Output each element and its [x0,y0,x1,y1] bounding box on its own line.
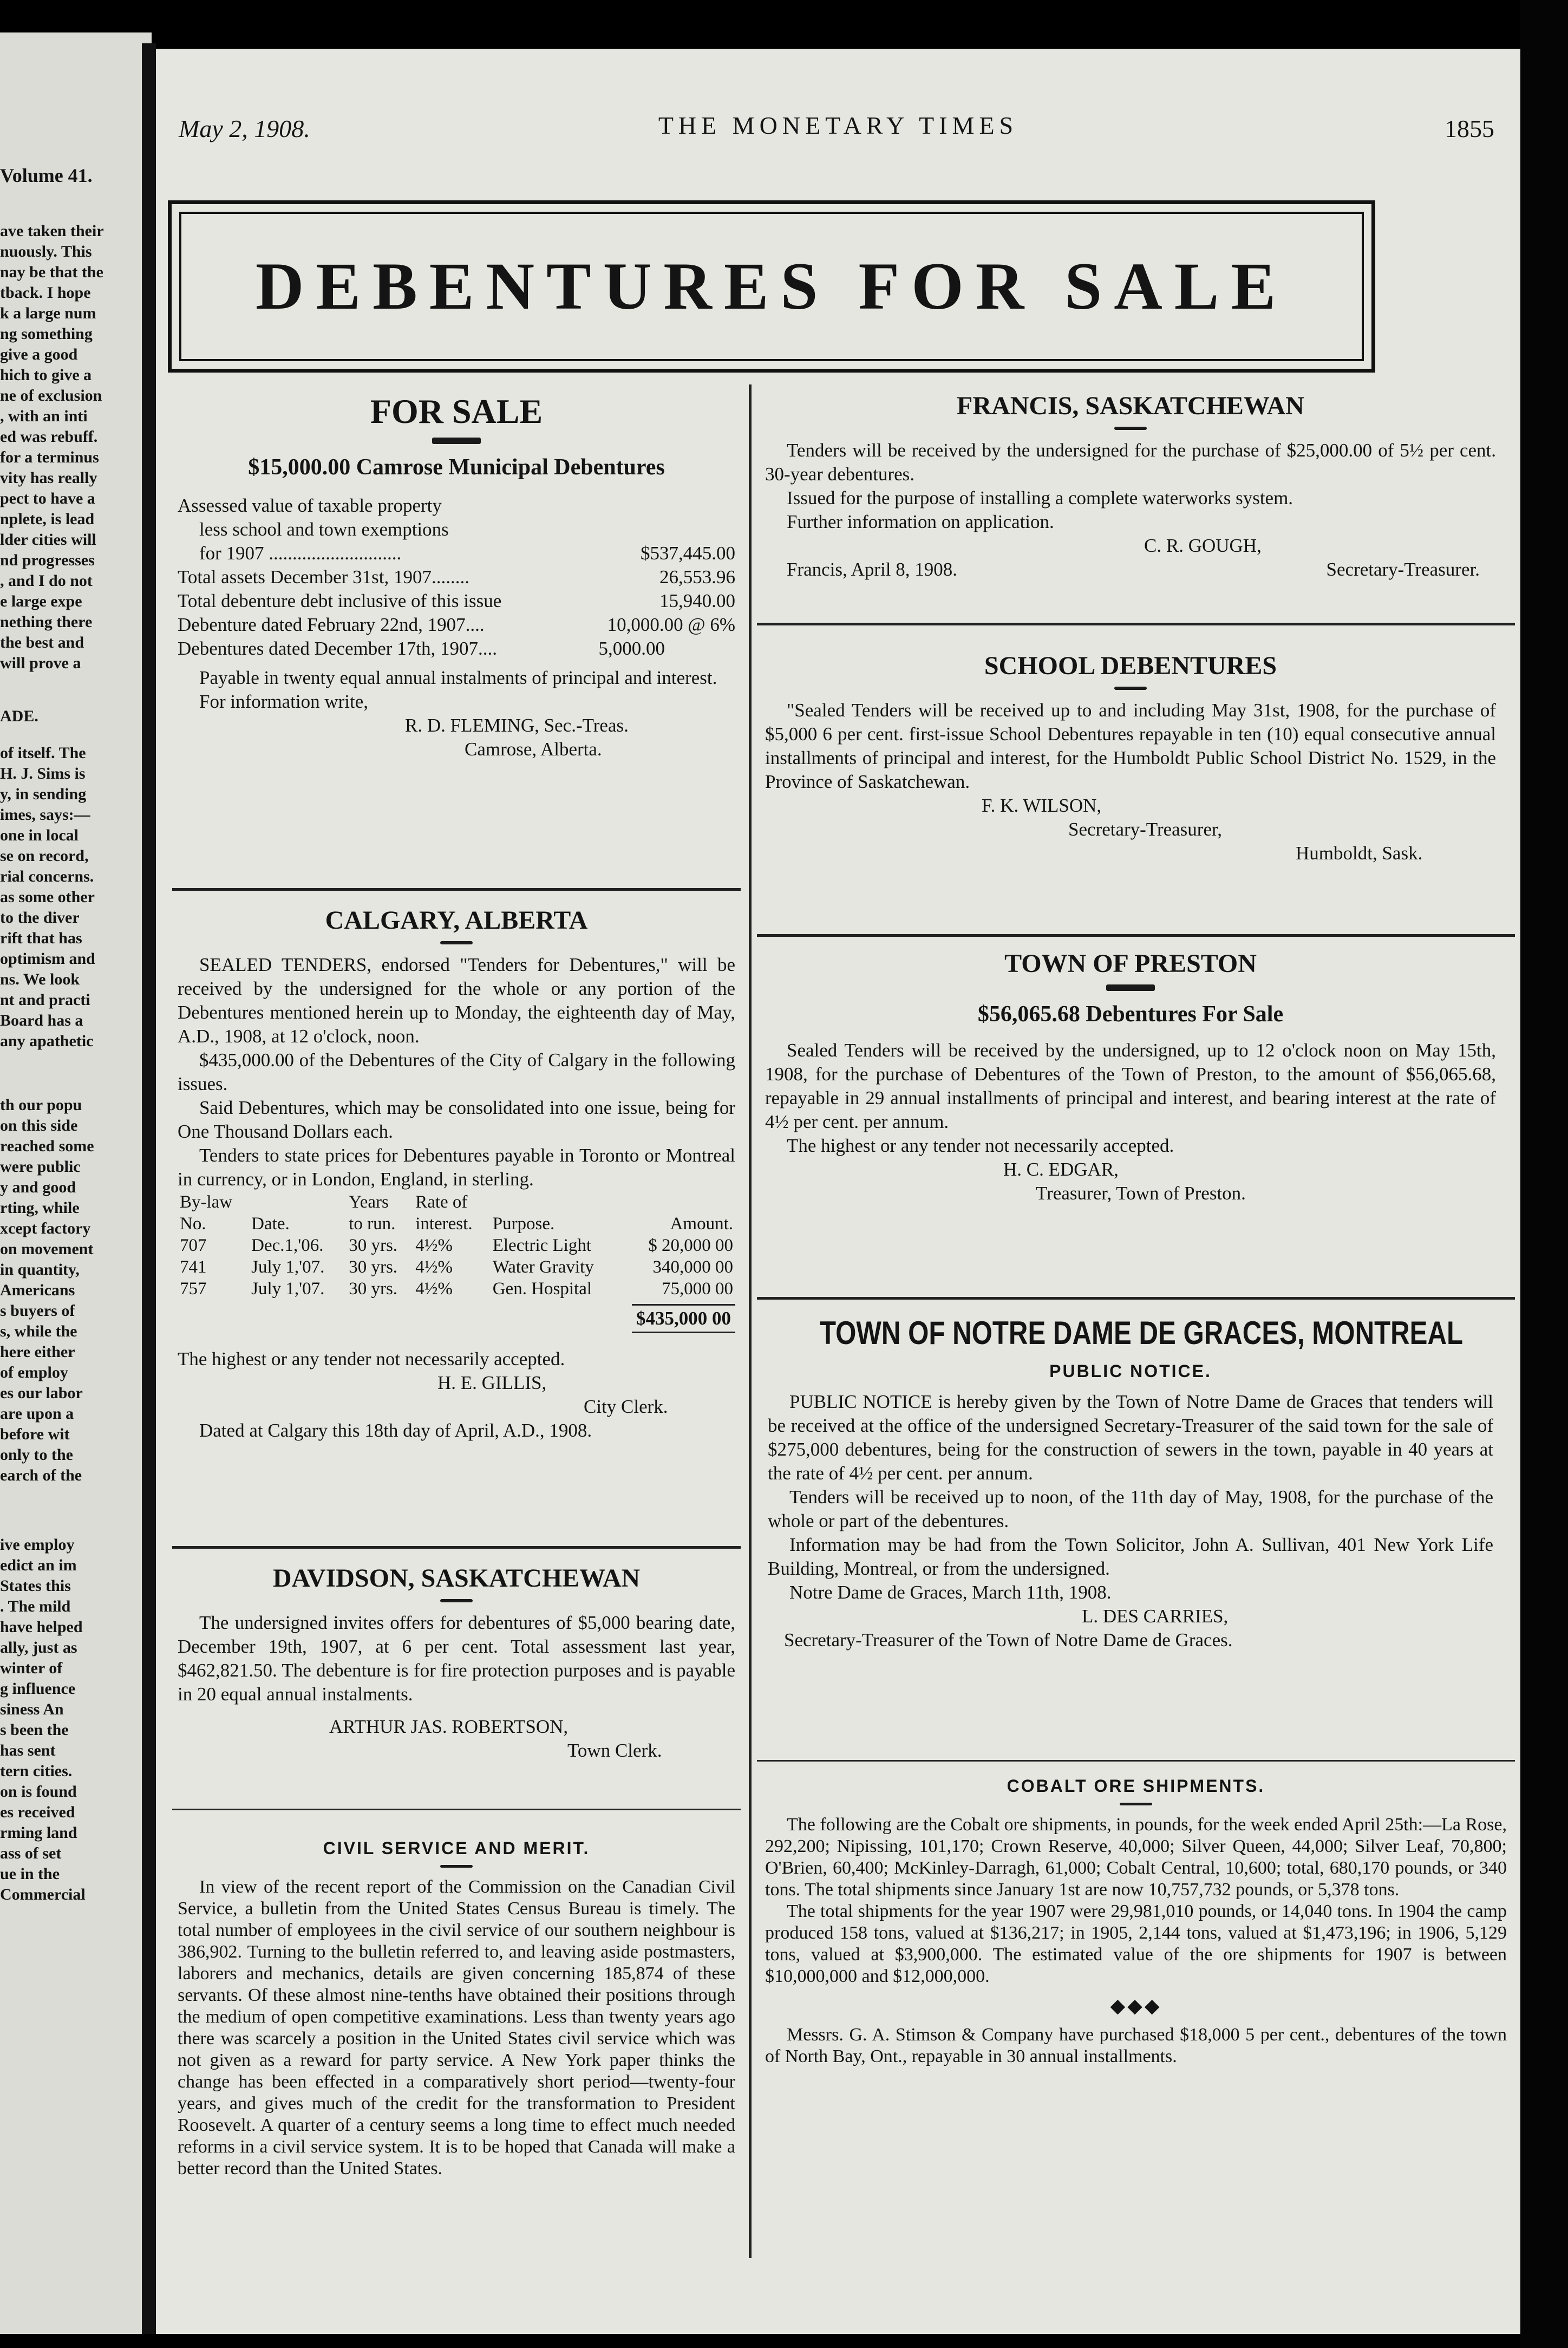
francis-p2: Issued for the purpose of installing a complete waterworks system. [787,487,1293,508]
davidson-p1: The undersigned invites offers for debentures of $5,000 bearing date, December 19th, 1907, at 6 per cent. Total assessment last year, $462,821.50. The debenture is for fire protection purposes and is payable in 20 equal annual instalments. [178,1612,735,1705]
calgary-total: $435,000 00 [632,1304,735,1333]
camrose-row-debt [178,589,735,613]
left-edge-fragment: States this [0,1577,71,1595]
calgary-heading: CALGARY, ALBERTA [325,906,588,935]
left-edge-fragment: , and I do not [0,572,93,590]
table-cell: 741 [180,1257,207,1277]
camrose-heading: FOR SALE [370,392,543,431]
notre-dame-ad [752,1313,1510,1652]
calgary-total-wrap [178,1304,735,1333]
notre-dame-signature-title: Secretary-Treasurer of the Town of Notre Dame de Graces. [784,1629,1233,1651]
cobalt-p3: Messrs. G. A. Stimson & Company have purchased $18,000 5 per cent., debentures of the town of North Bay, Ont., repayable in 30 annual installments. [765,2025,1507,2066]
left-edge-fragment: vity has really [0,469,97,487]
left-edge-fragment: nuously. This [0,243,92,260]
left-edge-fragment: in quantity, [0,1261,80,1279]
left-edge-fragment: g influence [0,1680,76,1698]
table-cell: Gen. Hospital [492,1279,592,1299]
calgary-p2: $435,000.00 of the Debentures of the City of Calgary in the following issues. [178,1049,735,1094]
civil-p1: In view of the recent report of the Commission on the Canadian Civil Service, a bulletin from the United States Census Bureau is timely. The total number of employees in the civil service of our southern neighbour is 386,902. Turning to the bulletin referred to, and leaving aside postmasters, laborers and mechanics, details are given concerning 185,874 of these servants. Of these almost nine-tenths have obtained their positions through the medium of open competitive examinations. Less than twenty years ago there was scarcely a position in the United States civil service which was not given as a reward for party service. A New York paper thinks the change has been effected in a comparatively short period—twenty-four years, and gives much of the credit for the transformation to President Roosevelt. A quarter of a century seems a long time to effect much needed reforms in a civil service system. It is to be hoped that Canada will make a better record than the United States. [178,1877,735,2179]
notre-dame-p1: PUBLIC NOTICE is hereby given by the Town of Notre Dame de Graces that tenders will be received at the office of the undersigned Secretary-Treasurer of the said town for the sale of $275,000 debentures, being for the construction of sewers in the town, payable in 40 years at the rate of 4½ per cent. per annum. [768,1391,1493,1484]
left-edge-fragment: optimism and [0,950,95,968]
calgary-signature: H. E. GILLIS, [437,1372,547,1393]
camrose-assessed-line-2: less school and town exemptions [199,519,449,540]
table-header: Date. [251,1214,290,1234]
calgary-p1: SEALED TENDERS, endorsed "Tenders for Debentures," will be received by the undersigned for the whole or any portion of the Debentures mentioned herein up to Monday, the eighteenth day of May, A.D., 1908, at 12 o'clock, noon. [178,954,735,1047]
row-value: 15,940.00 [659,590,735,611]
heading-dash [432,438,481,444]
header-title: THE MONETARY TIMES [658,112,1018,139]
left-edge-fragment: y and good [0,1178,76,1196]
left-edge-fragment: rting, while [0,1199,80,1217]
notre-dame-subheading: PUBLIC NOTICE. [1049,1361,1212,1381]
left-edge-fragment: imes, says:— [0,806,90,824]
civil-heading: CIVIL SERVICE AND MERIT. [323,1838,590,1858]
left-edge-fragment: the best and [0,634,84,651]
left-edge-fragment: as some other [0,888,95,906]
left-edge-fragment: of itself. The [0,744,86,762]
left-edge-fragment: nay be that the [0,263,103,281]
preston-p2: The highest or any tender not necessarily accepted. [787,1135,1174,1156]
left-edge-fragment: s buyers of [0,1302,75,1320]
table-header [491,1191,623,1213]
left-edge-fragment: nt and practi [0,991,90,1009]
left-edge-fragment: s been the [0,1721,69,1739]
left-edge-fragment: for a terminus [0,448,99,466]
left-edge-fragment: es our labor [0,1384,83,1402]
francis-place: Francis, April 8, 1908. [787,559,957,580]
running-header [156,111,1520,144]
left-edge-fragment: ng something [0,325,93,343]
calgary-p4: Tenders to state prices for Debentures payable in Toronto or Montreal in currency, or in London, England, in sterling. [178,1145,735,1190]
camrose-payable: Payable in twenty equal annual instalments of principal and interest. [199,667,717,688]
left-edge-fragment: edict an im [0,1556,77,1574]
left-edge-fragment: on is found [0,1783,77,1801]
left-page-edge [0,32,152,2334]
table-cell: Dec.1,'06. [251,1236,324,1255]
section-rule [757,1297,1515,1300]
left-edge-fragment: lder cities will [0,531,96,549]
left-edge-fragment: any apathetic [0,1032,94,1050]
left-edge-fragment: of employ [0,1364,68,1381]
left-edge-fragment: , with an inti [0,407,88,425]
left-edge-fragment: earch of the [0,1466,82,1484]
table-header: Years [349,1192,389,1212]
section-rule [172,1809,741,1810]
francis-footer-row [765,558,1496,582]
heading-dash [440,941,473,944]
table-cell: July 1,'07. [251,1257,325,1277]
left-edge-fragment: Americans [0,1281,75,1299]
table-header [623,1191,735,1213]
heading-dash [1120,1803,1152,1805]
left-edge-fragment: rming land [0,1824,77,1842]
right-margin-shadow [1520,0,1568,2348]
left-edge-fragment: only to the [0,1446,73,1464]
row-value: 10,000.00 @ 6% [607,614,735,635]
calgary-p3: Said Debentures, which may be consolidated into one issue, being for One Thousand Dollars each. [178,1097,735,1142]
camrose-row-dec [178,637,735,661]
heading-dash [440,1599,473,1602]
left-edge-fragment: y, in sending [0,785,87,803]
left-edge-fragment: es received [0,1803,75,1821]
section-rule [757,623,1515,625]
left-edge-fragment: nplete, is lead [0,510,95,528]
header-date: May 2, 1908. [179,115,310,142]
davidson-signature: ARTHUR JAS. ROBERTSON, [329,1716,569,1737]
preston-signature-title: Treasurer, Town of Preston. [1036,1183,1246,1204]
ornament-divider: ◆◆◆ [1110,1995,1162,2017]
table-cell: Water Gravity [492,1257,594,1277]
left-edge-fragment: pect to have a [0,490,95,507]
left-edge-fragment: tback. I hope [0,284,91,302]
left-edge-fragment: tern cities. [0,1762,73,1780]
preston-p1: Sealed Tenders will be received by the undersigned, up to 12 o'clock noon on May 15th, 1908, for the purchase of Debentures of the Town of Preston, to the amount of $56,065.68, repayable in 29 annual installments of principal and interest, and bearing interest at the rate of 4½ per cent. per annum. [765,1040,1496,1132]
left-edge-fragment: on this side [0,1117,78,1134]
table-header: to run. [349,1214,396,1234]
left-edge-fragment: before wit [0,1425,70,1443]
francis-ad [765,390,1496,582]
left-edge-fragment: . The mild [0,1597,71,1615]
heading-dash [1114,427,1147,430]
left-edge-fragment: rift that has [0,929,82,947]
davidson-heading: DAVIDSON, SASKATCHEWAN [272,1564,641,1593]
left-edge-fragment: ADE. [0,707,38,725]
table-cell: 30 yrs. [349,1236,398,1255]
table-header-row-2 [178,1213,735,1235]
calgary-bylaw-table [178,1191,735,1300]
camrose-row-feb [178,613,735,637]
francis-signature-title: Secretary-Treasurer. [1326,559,1480,580]
camrose-assessed-line-1: Assessed value of taxable property [178,495,442,516]
notre-dame-p4: Notre Dame de Graces, March 11th, 1908. [789,1582,1112,1603]
left-edge-fragment: se on record, [0,847,89,865]
camrose-signature: R. D. FLEMING, Sec.-Treas. [405,715,629,736]
left-edge-fragment: s, while the [0,1322,77,1340]
calgary-note: The highest or any tender not necessarily accepted. [178,1348,565,1369]
row-label: Total debenture debt inclusive of this issue [178,590,502,611]
davidson-signature-title: Town Clerk. [567,1740,662,1761]
left-edge-fragment: on movement [0,1240,94,1258]
section-rule [757,1760,1515,1762]
left-edge-fragment: ue in the [0,1865,60,1883]
notre-dame-p3: Information may be had from the Town Solicitor, John A. Sullivan, 401 New York Life Building, Montreal, or from the undersigned. [768,1534,1493,1579]
francis-signature: C. R. GOUGH, [1144,535,1262,556]
notre-dame-p2: Tenders will be received up to noon, of the 11th day of May, 1908, for the purchase of the whole or part of the debentures. [768,1486,1493,1531]
left-edge-fragment: Commercial [0,1886,86,1903]
row-label: Debentures dated December 17th, 1907.... [178,638,497,659]
cobalt-p2: The total shipments for the year 1907 were 29,981,010 pounds, or 14,040 tons. In 1904 the camp produced 158 tons, valued at $136,217; in 1905, 2,144 tons, valued at $1,473,196; in 1906, 5,129 tons, valued at $3,900,000. The estimated value of the ore shipments for 1907 is between $10,000,000 and $12,000,000. [765,1901,1507,1986]
school-place: Humboldt, Sask. [1296,843,1423,864]
left-edge-fragment: were public [0,1158,81,1176]
left-edge-fragment: Volume 41. [0,165,93,186]
left-edge-fragment: ns. We look [0,970,80,988]
section-rule [757,934,1515,937]
preston-heading: TOWN OF PRESTON [1004,949,1257,978]
davidson-ad [178,1562,735,1763]
left-edge-fragment: give a good [0,345,78,363]
camrose-assessed-line-3: for 1907 ............................ [199,543,402,564]
camrose-assessed-value: $537,445.00 [641,543,735,564]
left-edge-fragment: winter of [0,1659,63,1677]
preston-signature: H. C. EDGAR, [1003,1159,1119,1180]
row-label: Total assets December 31st, 1907........ [178,566,469,588]
row-label: Debenture dated February 22nd, 1907.... [178,614,485,635]
table-header: By-law [180,1192,233,1212]
francis-p1: Tenders will be received by the undersigned for the purchase of $25,000.00 of 5½ per cent. 30-year debentures. [765,440,1496,485]
left-edge-fragment: ne of exclusion [0,387,102,405]
table-cell: 4½% [415,1279,453,1299]
table-row [178,1256,735,1278]
section-rule [172,1546,741,1549]
row-value: 5,000.00 [598,638,665,659]
table-cell: Electric Light [492,1236,592,1255]
left-edge-fragment: th our popu [0,1096,82,1114]
left-edge-fragment: ave taken their [0,222,104,240]
section-rule [172,888,741,891]
left-edge-fragment: hich to give a [0,366,92,384]
left-edge-fragment: nething there [0,613,93,631]
banner-text: DEBENTURES FOR SALE [255,249,1288,323]
table-cell: July 1,'07. [251,1279,325,1299]
table-header-row-1 [178,1191,735,1213]
table-row [178,1278,735,1300]
camrose-row-assets [178,565,735,589]
table-cell: 757 [180,1279,207,1299]
table-cell: 707 [180,1236,207,1255]
left-edge-fragment: ed was rebuff. [0,428,98,446]
table-header [249,1191,347,1213]
table-header: Purpose. [492,1214,555,1234]
left-edge-fragment: here either [0,1343,75,1361]
notre-dame-heading: TOWN OF NOTRE DAME DE GRACES, MONTREAL [820,1315,1464,1351]
calgary-ad [178,904,735,1443]
preston-ad [765,948,1496,1205]
left-edge-fragment: H. J. Sims is [0,765,86,782]
table-header: Rate of [415,1192,468,1212]
left-edge-fragment: are upon a [0,1405,74,1423]
left-edge-fragment: ass of set [0,1844,62,1862]
table-header: interest. [415,1214,473,1234]
table-cell: 4½% [415,1236,453,1255]
left-edge-fragment: rial concerns. [0,868,94,885]
calgary-signature-title: City Clerk. [584,1396,668,1417]
table-cell: $ 20,000 00 [648,1236,733,1255]
school-ad [765,650,1496,865]
heading-dash [1114,687,1147,690]
cobalt-p1: The following are the Cobalt ore shipments, in pounds, for the week ended April 25th:—La Rose, 292,200; Nipissing, 101,170; Crown Reserve, 40,000; Silver Queen, 44,000; Silver Leaf, 70,800; O'Brien, 60,400; McKinley-Darragh, 61,000; Cobalt Central, 10,600; total, 680,170 pounds, or 340 tons. The total shipments since January 1st are now 10,757,732 pounds, or 5,378 tons. [765,1815,1507,1900]
francis-p3: Further information on application. [787,511,1054,532]
left-edge-fragment: ive employ [0,1536,75,1554]
left-edge-fragment: to the diver [0,909,80,927]
camrose-place: Camrose, Alberta. [465,739,602,760]
left-edge-fragment: e large expe [0,592,82,610]
camrose-subheading: $15,000.00 Camrose Municipal Debentures [248,455,665,480]
camrose-assessed-row [178,542,735,565]
left-edge-fragment: has sent [0,1742,56,1759]
preston-subheading: $56,065.68 Debentures For Sale [977,1002,1284,1027]
francis-heading: FRANCIS, SASKATCHEWAN [957,392,1304,420]
school-signature-title: Secretary-Treasurer, [1068,819,1222,840]
book-spine [142,43,156,2334]
civil-service-article [178,1836,735,2180]
heading-dash [440,1865,473,1868]
camrose-ad [178,390,735,761]
table-cell: 75,000 00 [662,1279,733,1299]
school-heading: SCHOOL DEBENTURES [984,651,1277,680]
school-p1: "Sealed Tenders will be received up to and including May 31st, 1908, for the purchase of $5,000 6 per cent. first-issue School Debentures repayable in ten (10) equal consecutive annual installments of principal and interest, for the Humboldt Public School District No. 1529, in the Province of Saskatchewan. [765,700,1496,792]
newspaper-page [156,49,1520,2334]
debentures-banner [168,200,1375,373]
cobalt-heading: COBALT ORE SHIPMENTS. [1007,1776,1265,1796]
left-edge-fragment: reached some [0,1137,94,1155]
left-edge-fragment: nd progresses [0,551,95,569]
left-edge-fragment: xcept factory [0,1219,91,1237]
left-edge-fragment: siness An [0,1700,64,1718]
table-cell: 30 yrs. [349,1279,398,1299]
left-edge-fragment: have helped [0,1618,83,1636]
left-edge-fragment: ally, just as [0,1639,77,1656]
notre-dame-signature: L. DES CARRIES, [1082,1606,1229,1627]
school-signature: F. K. WILSON, [982,795,1102,816]
banner-inner-frame [179,212,1364,361]
table-header: Amount. [670,1214,733,1234]
row-value: 26,553.96 [659,566,735,588]
cobalt-article [765,1773,1507,2067]
table-cell: 340,000 00 [652,1257,733,1277]
table-cell: 4½% [415,1257,453,1277]
left-edge-fragment: Board has a [0,1012,83,1029]
heading-dash [1106,984,1155,991]
table-cell: 30 yrs. [349,1257,398,1277]
left-edge-fragment: k a large num [0,304,96,322]
camrose-info: For information write, [199,691,369,712]
table-row [178,1235,735,1256]
calgary-dated: Dated at Calgary this 18th day of April, A.D., 1908. [199,1420,592,1441]
table-header: No. [180,1214,206,1234]
page-number: 1855 [1445,115,1494,142]
left-edge-fragment: will prove a [0,654,81,672]
left-edge-fragment: one in local [0,826,79,844]
